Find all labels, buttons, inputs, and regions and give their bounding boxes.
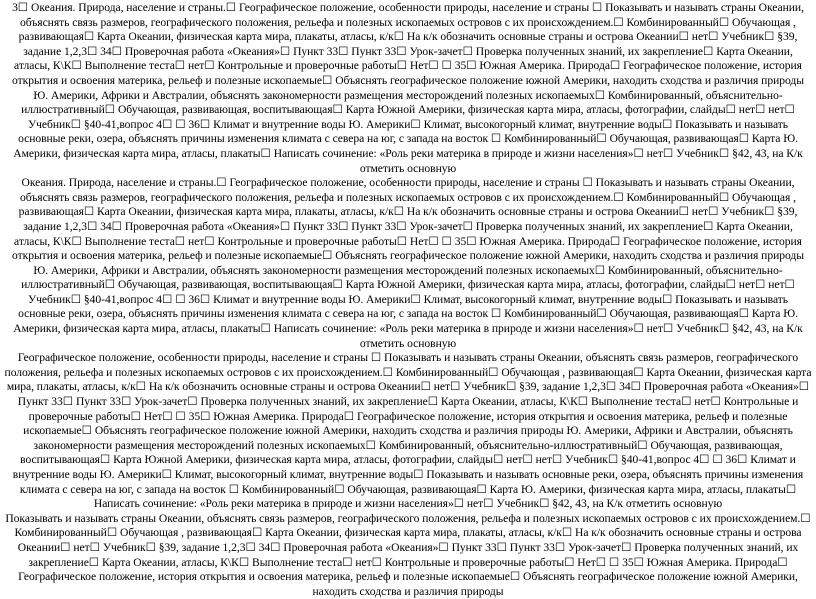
paragraph-4: Показывать и называть страны Океании, объяснять связь размеров, географического положения, рельефа и полезных ископаемых островов с их происхождением.☐ Комбинированный☐ Обучающая , развивающая☐ Карта Океании, физическая карта мира, плакаты, атласы, к/к☐ На к/к обозначить основные страны и острова Океании☐ нет☐ Учебник☐ §39, задание 1,2,3☐ 34☐ Проверочная работа «Океания»☐ Пункт 33☐ Пункт 33☐ Урок-зачет☐ Проверка полученных знаний, их закрепление☐ Карта Океании, атласы, К\К☐ Выполнение теста☐ нет☐ Контрольные и проверочные работы☐ Нет☐ ☐ 35☐ Южная Америка. Природа☐ Географическое положение, история открытия и освоения материка, рельеф и полезные ископаемые☐ Объяснять географическое положение южной Америки, находить сходства и различия природы: [5, 511, 811, 598]
paragraph-1: 3☐ Океания. Природа, население и страны.☐ Географическое положение, особенности природы, население и страны ☐ Показывать и называть страны Океании, объяснять связь размеров, географического положения, рельефа и полезных ископаемых островов с их происхождением.☐ Комбинированный☐ Обучающая , развивающая☐ Карта Океании, физическая карта мира, плакаты, атласы, к/к☐ На к/к обозначить основные страны и острова Океании☐ нет☐ Учебник☐ §39, задание 1,2,3☐ 34☐ Проверочная работа «Океания»☐ Пункт 33☐ Пункт 33☐ Урок-зачет☐ Проверка полученных знаний, их закрепление☐ Карта Океании, атласы, К\К☐ Выполнение теста☐ нет☐ Контрольные и проверочные работы☐ Нет☐ ☐ 35☐ Южная Америка. Природа☐ Географическое положение, история открытия и освоения материка, рельеф и полезные ископаемые☐ Объяснять географическое положение южной Америки, находить сходства и различия природы Ю. Америки, Африки и Австралии, объяснять закономерности размещения месторождений полезных ископаемых☐ Комбинированный, объяснительно-иллюстративный☐ Обучающая, развивающая, воспитывающая☐ Карта Южной Америки, физическая карта мира, атласы, фотографии, слайды☐ нет☐ нет☐ Учебник☐ §40-41,вопрос 4☐ ☐ 36☐ Климат и внутренние воды Ю. Америки☐ Климат, высокогорный климат, внутренние воды☐ Показывать и называть основные реки, озера, объяснять причины изменения климата с севера на юг, с запада на восток ☐ Комбинированный☐ Обучающая, развивающая☐ Карта Ю. Америки, физическая карта мира, атласы, плакаты☐ Написать сочинение: «Роль реки материка в природе и жизни населения»☐ нет☐ Учебник☐ §42, 43, на К/к отметить основную: [12, 1, 804, 175]
paragraph-2: Океания. Природа, население и страны.☐ Географическое положение, особенности природы, население и страны ☐ Показывать и называть страны Океании, объяснять связь размеров, географического положения, рельефа и полезных ископаемых островов с их происхождением.☐ Комбинированный☐ Обучающая , развивающая☐ Карта Океании, физическая карта мира, плакаты, атласы, к/к☐ На к/к обозначить основные страны и острова Океании☐ нет☐ Учебник☐ §39, задание 1,2,3☐ 34☐ Проверочная работа «Океания»☐ Пункт 33☐ Пункт 33☐ Урок-зачет☐ Проверка полученных знаний, их закрепление☐ Карта Океании, атласы, К\К☐ Выполнение теста☐ нет☐ Контрольные и проверочные работы☐ Нет☐ ☐ 35☐ Южная Америка. Природа☐ Географическое положение, история открытия и освоения материка, рельеф и полезные ископаемые☐ Объяснять географическое положение южной Америки, находить сходства и различия природы Ю. Америки, Африки и Австралии, объяснять закономерности размещения месторождений полезных ископаемых☐ Комбинированный, объяснительно-иллюстративный☐ Обучающая, развивающая, воспитывающая☐ Карта Южной Америки, физическая карта мира, атласы, фотографии, слайды☐ нет☐ нет☐ Учебник☐ §40-41,вопрос 4☐ ☐ 36☐ Климат и внутренние воды Ю. Америки☐ Климат, высокогорный климат, внутренние воды☐ Показывать и называть основные реки, озера, объяснять причины изменения климата с севера на юг, с запада на восток ☐ Комбинированный☐ Обучающая, развивающая☐ Карта Ю. Америки, физическая карта мира, атласы, плакаты☐ Написать сочинение: «Роль реки материка в природе и жизни населения»☐ нет☐ Учебник☐ §42, 43, на К/к отметить основную: [12, 176, 804, 350]
paragraph-3: Географическое положение, особенности природы, население и страны ☐ Показывать и называть страны Океании, объяснять связь размеров, географического положения, рельефа и полезных ископаемых островов с их происхождением.☐ Комбинированный☐ Обучающая , развивающая☐ Карта Океании, физическая карта мира, плакаты, атласы, к/к☐ На к/к обозначить основные страны и острова Океании☐ нет☐ Учебник☐ §39, задание 1,2,3☐ 34☐ Проверочная работа «Океания»☐ Пункт 33☐ Пункт 33☐ Урок-зачет☐ Проверка полученных знаний, их закрепление☐ Карта Океании, атласы, К\К☐ Выполнение теста☐ нет☐ Контрольные и проверочные работы☐ Нет☐ ☐ 35☐ Южная Америка. Природа☐ Географическое положение, история открытия и освоения материка, рельеф и полезные ископаемые☐ Объяснять географическое положение южной Америки, находить сходства и различия природы Ю. Америки, Африки и Австралии, объяснять закономерности размещения месторождений полезных ископаемых☐ Комбинированный, объяснительно-иллюстративный☐ Обучающая, развивающая, воспитывающая☐ Карта Южной Америки, физическая карта мира, атласы, фотографии, слайды☐ нет☐ нет☐ Учебник☐ §40-41,вопрос 4☐ ☐ 36☐ Климат и внутренние воды Ю. Америки☐ Климат, высокогорный климат, внутренние воды☐ Показывать и называть основные реки, озера, объяснять причины изменения климата с севера на юг, с запада на восток ☐ Комбинированный☐ Обучающая, развивающая☐ Карта Ю. Америки, физическая карта мира, атласы, плакаты☐ Написать сочинение: «Роль реки материка в природе и жизни населения»☐ нет☐ Учебник☐ §42, 43, на К/к отметить основную: [4, 351, 812, 511]
